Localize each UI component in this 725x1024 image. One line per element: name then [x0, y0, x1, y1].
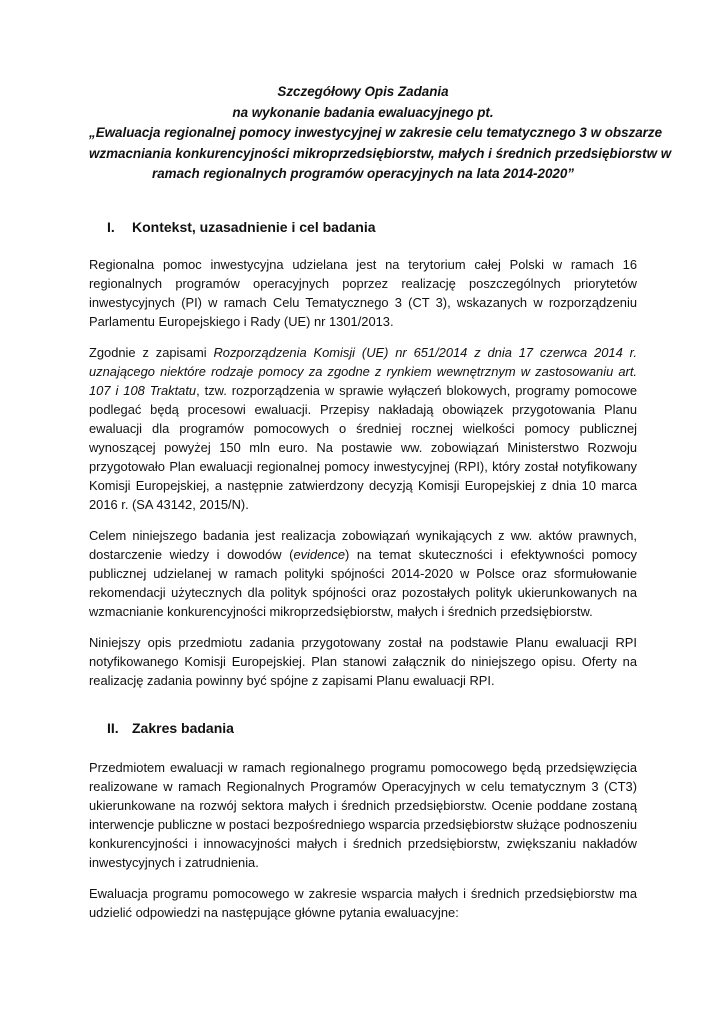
- evidence-term: evidence: [293, 546, 346, 562]
- title-line-1: Szczegółowy Opis Zadania: [277, 84, 449, 99]
- title-line-5: ramach regionalnych programów operacyjnych na lata 2014-2020”: [152, 166, 574, 181]
- section-2-title: Zakres badania: [132, 719, 234, 736]
- paragraph-3-text-b: ) na temat skuteczności i efektywności pomocy publicznej udzielanej w ramach polityki spójności 2014-2020 w Polsce oraz sformułowanie rekomendacji użytecznych dla polityk spójności oraz pozostałych polityk ukierunkowanych na wzmacnianie konkurencyjności mikroprzedsiębiorstw, małych i średnich przedsiębiorstw.: [89, 546, 637, 619]
- section-1-heading: [89, 219, 637, 235]
- title-line-3: „Ewaluacja regionalnej pomocy inwestycyjnej w zakresie celu tematycznego 3 w obszarze: [89, 125, 663, 140]
- paragraph-2-text-a: Zgodnie z zapisami: [89, 344, 214, 360]
- title-line-4: wzmacniania konkurencyjności mikroprzedsiębiorstw, małych i średnich przedsiębiorstw w: [89, 145, 672, 161]
- section-1-paragraph-4: Niniejszy opis przedmiotu zadania przygotowany został na podstawie Planu ewaluacji RPI notyfikowanego Komisji Europejskiej. Plan stanowi załącznik do niniejszego opisu. Oferty na realizację zadania powinny być spójne z zapisami Planu ewaluacji RPI.: [89, 634, 637, 688]
- paragraph-3-text-a: Celem niniejszego badania jest realizacja zobowiązań wynikających z ww. aktów prawnych, dostarczenie wiedzy i dowodów (: [89, 527, 637, 562]
- section-1-paragraph-3: [89, 526, 637, 621]
- section-1-title: Kontekst, uzasadnienie i cel badania: [132, 218, 376, 235]
- section-2-paragraph-2: Ewaluacja programu pomocowego w zakresie wsparcia małych i średnich przedsiębiorstw ma udzielić odpowiedzi na następujące główne pytania ewaluacyjne:: [89, 885, 637, 920]
- section-1-number: I.: [107, 218, 115, 235]
- title-line-2: na wykonanie badania ewaluacyjnego pt.: [232, 104, 494, 120]
- document-title: [89, 82, 672, 185]
- section-1-paragraph-1: Regionalna pomoc inwestycyjna udzielana jest na terytorium całej Polski w ramach 16 regionalnych programów operacyjnych poprzez realizację poszczególnych priorytetów inwestycyjnych (PI) w ramach Celu Tematycznego 3 (CT 3), wskazanych w rozporządzeniu Parlamentu Europejskiego i Rady (UE) nr 1301/2013.: [89, 256, 637, 329]
- section-2-paragraph-1: Przedmiotem ewaluacji w ramach regionalnego programu pomocowego będą przedsięwzięcia realizowane w ramach Regionalnych Programów Operacyjnych w celu tematycznym 3 (CT3) ukierunkowane na rozwój sektora małych i średnich przedsiębiorstw. Ocenie poddane zostaną interwencje publiczne w postaci bezpośredniego wsparcia przedsiębiorstw służące podnoszeniu konkurencyjności i innowacyjności małych i średnich przedsiębiorstw, zwiększaniu nakładów inwestycyjnych i zatrudnienia.: [89, 759, 637, 870]
- paragraph-2-text-b: , tzw. rozporządzenia w sprawie wyłączeń blokowych, programy pomocowe podlegać będą procesowi ewaluacji. Przepisy nakładają obowiązek przygotowania Planu ewaluacji dla programów pomocowych o średniej rocznej wielkości pomocy publicznej wynoszącej powyżej 150 mln euro. Na postawie ww. zobowiązań Ministerstwo Rozwoju przygotowało Plan ewaluacji regionalnej pomocy inwestycyjnej (RPI), który został notyfikowany Komisji Europejskiej, a następnie zatwierdzony decyzją Komisji Europejskiej z dnia 10 marca 2016 r. (SA 43142, 2015/N).: [89, 382, 637, 512]
- section-2-heading: [89, 720, 637, 736]
- section-2-number: II.: [107, 719, 119, 736]
- section-1-paragraph-2: [89, 343, 637, 514]
- regulation-citation: Rozporządzenia Komisji (UE) nr 651/2014 z dnia 17 czerwca 2014 r. uznającego niektóre rodzaje pomocy za zgodne z rynkiem wewnętrznym w zastosowaniu art. 107 i 108 Traktatu: [89, 344, 637, 398]
